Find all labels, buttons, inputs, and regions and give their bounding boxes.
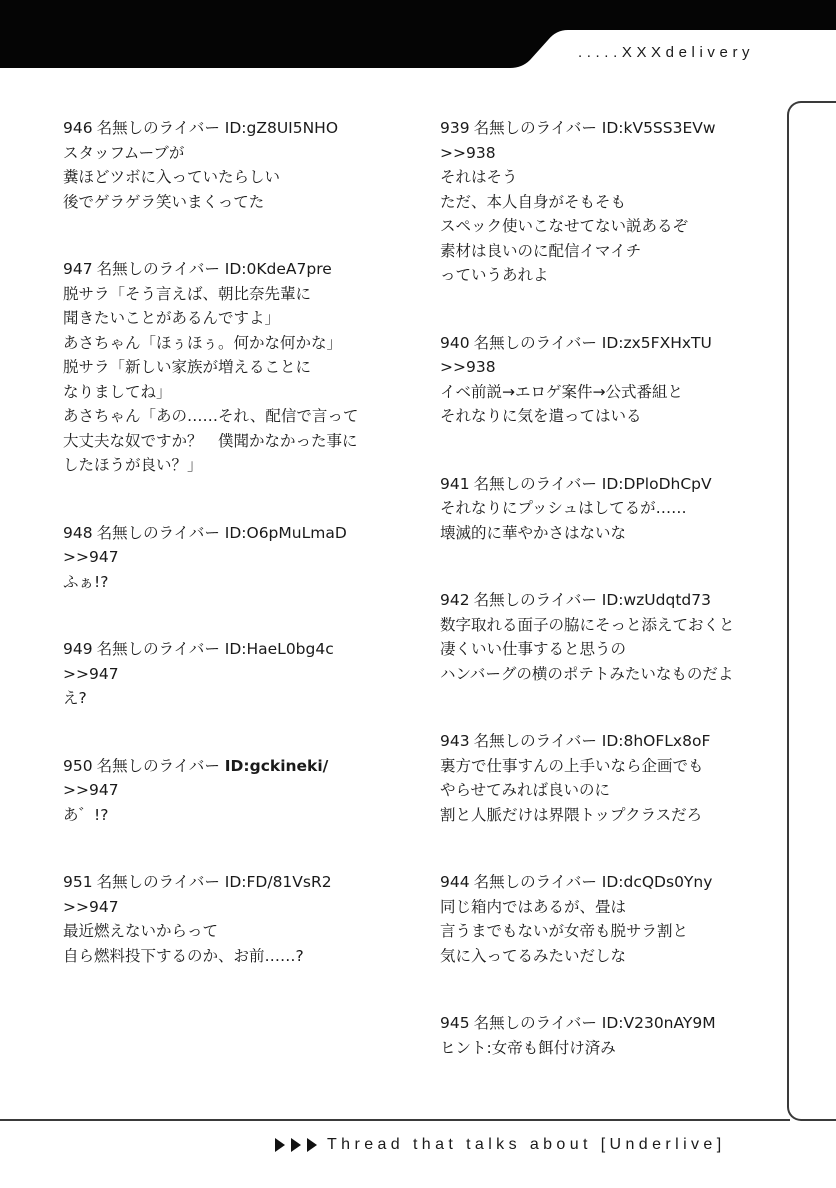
thread-post xyxy=(440,472,800,546)
poster-id: ID:gckineki/ xyxy=(224,756,329,775)
triple-play-arrows-icon xyxy=(275,1138,317,1152)
poster-name: 名無しのライバー xyxy=(96,260,220,278)
post-number: 942 xyxy=(440,591,470,609)
poster-id: ID:DPloDhCpV xyxy=(601,474,712,493)
post-header xyxy=(440,588,800,613)
poster-id: ID:HaeL0bg4c xyxy=(224,640,334,658)
post-body-line: 同じ箱内ではあるが、畳は xyxy=(440,897,627,916)
post-body-line: >>947 xyxy=(63,897,119,916)
post-body-line: あさちゃん「ほぅほぅ。何かな何かな」 xyxy=(63,333,343,352)
thread-post xyxy=(63,637,423,711)
post-body-line: っていうあれよ xyxy=(440,266,549,284)
poster-name: 名無しのライバー xyxy=(473,591,597,609)
post-body-line: 脱サラ「新しい家族が増えることに xyxy=(63,358,312,376)
post-header xyxy=(440,331,800,356)
post-number: 945 xyxy=(440,1014,470,1032)
post-body-line: 割と人脈だけは界隈トップクラスだろ xyxy=(440,805,703,824)
post-body-line: ハンバーグの横のポテトみたいなものだよ xyxy=(440,664,734,683)
post-number: 946 xyxy=(63,119,93,137)
post-body-line: 壊滅的に華やかさはないな xyxy=(440,523,627,542)
post-body-line: それなりに気を遣ってはいる xyxy=(440,407,642,425)
post-body-line: やらせてみれば良いのに xyxy=(440,781,611,799)
poster-id: ID:O6pMuLmaD xyxy=(224,523,347,542)
post-body-line: したほうが良い？」 xyxy=(63,456,203,474)
poster-name: 名無しのライバー xyxy=(96,640,220,658)
thread-post xyxy=(63,870,423,968)
post-body-line: それなりにプッシュはしてるが…… xyxy=(440,499,687,517)
thread-post xyxy=(440,331,800,429)
thread-post xyxy=(63,754,423,828)
poster-id: ID:gZ8UI5NHO xyxy=(224,119,339,137)
poster-id: ID:V230nAY9M xyxy=(601,1014,716,1032)
play-arrow-icon xyxy=(291,1138,301,1152)
poster-name: 名無しのライバー xyxy=(473,732,597,750)
post-header xyxy=(63,116,423,141)
post-number: 939 xyxy=(440,119,470,137)
post-body-line: >>938 xyxy=(440,143,496,162)
poster-id: ID:kV5SS3EVw xyxy=(601,119,716,137)
bottom-divider xyxy=(0,1119,790,1121)
thread-post xyxy=(440,729,800,827)
post-header xyxy=(440,116,800,141)
thread-post xyxy=(63,116,423,214)
post-body-line: 自ら燃料投下するのか、お前……? xyxy=(63,946,304,965)
poster-id: ID:8hOFLx8oF xyxy=(601,732,711,750)
thread-column-left xyxy=(63,116,423,1011)
post-body-line: 素材は良いのに配信イマイチ xyxy=(440,241,642,260)
post-body-line: イベ前説→エロゲ案件→公式番組と xyxy=(440,382,683,401)
post-body-line: なりましてね」 xyxy=(63,382,172,401)
post-header xyxy=(440,1011,800,1036)
post-number: 951 xyxy=(63,873,93,891)
poster-name: 名無しのライバー xyxy=(473,873,597,891)
post-header xyxy=(63,257,423,282)
post-body-line: スタッフムーブが xyxy=(63,143,185,162)
post-header xyxy=(440,870,800,895)
post-body-line: 数字取れる面子の脇にそっと添えておくと xyxy=(440,615,735,634)
thread-post xyxy=(63,257,423,478)
poster-id: ID:0KdeA7pre xyxy=(224,260,332,278)
post-body-line: あさちゃん「あの……それ、配信で言って xyxy=(63,407,359,425)
poster-id: ID:wzUdqtd73 xyxy=(601,591,711,609)
post-body-line: 裏方で仕事すんの上手いなら企画でも xyxy=(440,756,704,775)
post-number: 941 xyxy=(440,474,470,493)
post-number: 943 xyxy=(440,732,470,750)
thread-post xyxy=(63,521,423,595)
post-body-line: 凄くいい仕事すると思うの xyxy=(440,640,627,658)
thread-post xyxy=(440,116,800,288)
post-body-line: あ゛!? xyxy=(63,805,109,824)
running-header-title: .....XXXdelivery xyxy=(578,44,755,61)
post-number: 940 xyxy=(440,333,470,352)
poster-name: 名無しのライバー xyxy=(96,756,220,775)
post-body-line: 聞きたいことがあるんですよ」 xyxy=(63,309,281,327)
poster-id: ID:FD/81VsR2 xyxy=(224,873,332,891)
poster-name: 名無しのライバー xyxy=(473,333,597,352)
poster-name: 名無しのライバー xyxy=(473,1014,597,1032)
post-body-line: 糞ほどツボに入っていたらしい xyxy=(63,168,281,186)
post-body-line: それはそう xyxy=(440,168,518,186)
post-number: 949 xyxy=(63,640,93,658)
post-body-line: ただ、本人自身がそもそも xyxy=(440,192,627,211)
poster-name: 名無しのライバー xyxy=(473,474,597,493)
post-number: 944 xyxy=(440,873,470,891)
post-body-line: ふぁ!? xyxy=(63,572,109,591)
thread-column-right xyxy=(440,116,800,1103)
running-footer xyxy=(275,1136,726,1154)
post-body-line: >>947 xyxy=(63,548,119,566)
post-header xyxy=(440,472,800,497)
thread-post xyxy=(440,588,800,686)
post-body-line: 脱サラ「そう言えば、朝比奈先輩に xyxy=(63,284,312,303)
poster-name: 名無しのライバー xyxy=(96,119,220,137)
post-body-line: 気に入ってるみたいだしな xyxy=(440,946,627,965)
post-number: 947 xyxy=(63,260,93,278)
post-body-line: 言うまでもないが女帝も脱サラ割と xyxy=(440,922,689,940)
post-body-line: ヒント:女帝も餌付け済み xyxy=(440,1038,616,1057)
poster-name: 名無しのライバー xyxy=(473,119,597,137)
post-body-line: 後でゲラゲラ笑いまくってた xyxy=(63,192,265,211)
post-header xyxy=(63,754,423,779)
poster-name: 名無しのライバー xyxy=(96,523,220,542)
poster-id: ID:dcQDs0Yny xyxy=(601,873,713,891)
post-header xyxy=(63,870,423,895)
post-header xyxy=(63,521,423,546)
play-arrow-icon xyxy=(275,1138,285,1152)
poster-id: ID:zx5FXHxTU xyxy=(601,333,712,352)
post-number: 948 xyxy=(63,523,93,542)
poster-name: 名無しのライバー xyxy=(96,873,220,891)
post-header xyxy=(63,637,423,662)
post-body-line: >>947 xyxy=(63,664,119,683)
post-body-line: >>947 xyxy=(63,781,119,799)
post-body-line: >>938 xyxy=(440,358,496,376)
thread-post xyxy=(440,870,800,968)
post-body-line: スペック使いこなせてない説あるぞ xyxy=(440,217,689,235)
post-number: 950 xyxy=(63,756,93,775)
post-header xyxy=(440,729,800,754)
play-arrow-icon xyxy=(307,1138,317,1152)
thread-post xyxy=(440,1011,800,1060)
post-body-line: え? xyxy=(63,689,87,707)
post-body-line: 大丈夫な奴ですか？ 僕聞かなかった事に xyxy=(63,431,358,450)
post-body-line: 最近燃えないからって xyxy=(63,922,219,940)
footer-title: Thread that talks about [Underlive] xyxy=(327,1136,726,1153)
